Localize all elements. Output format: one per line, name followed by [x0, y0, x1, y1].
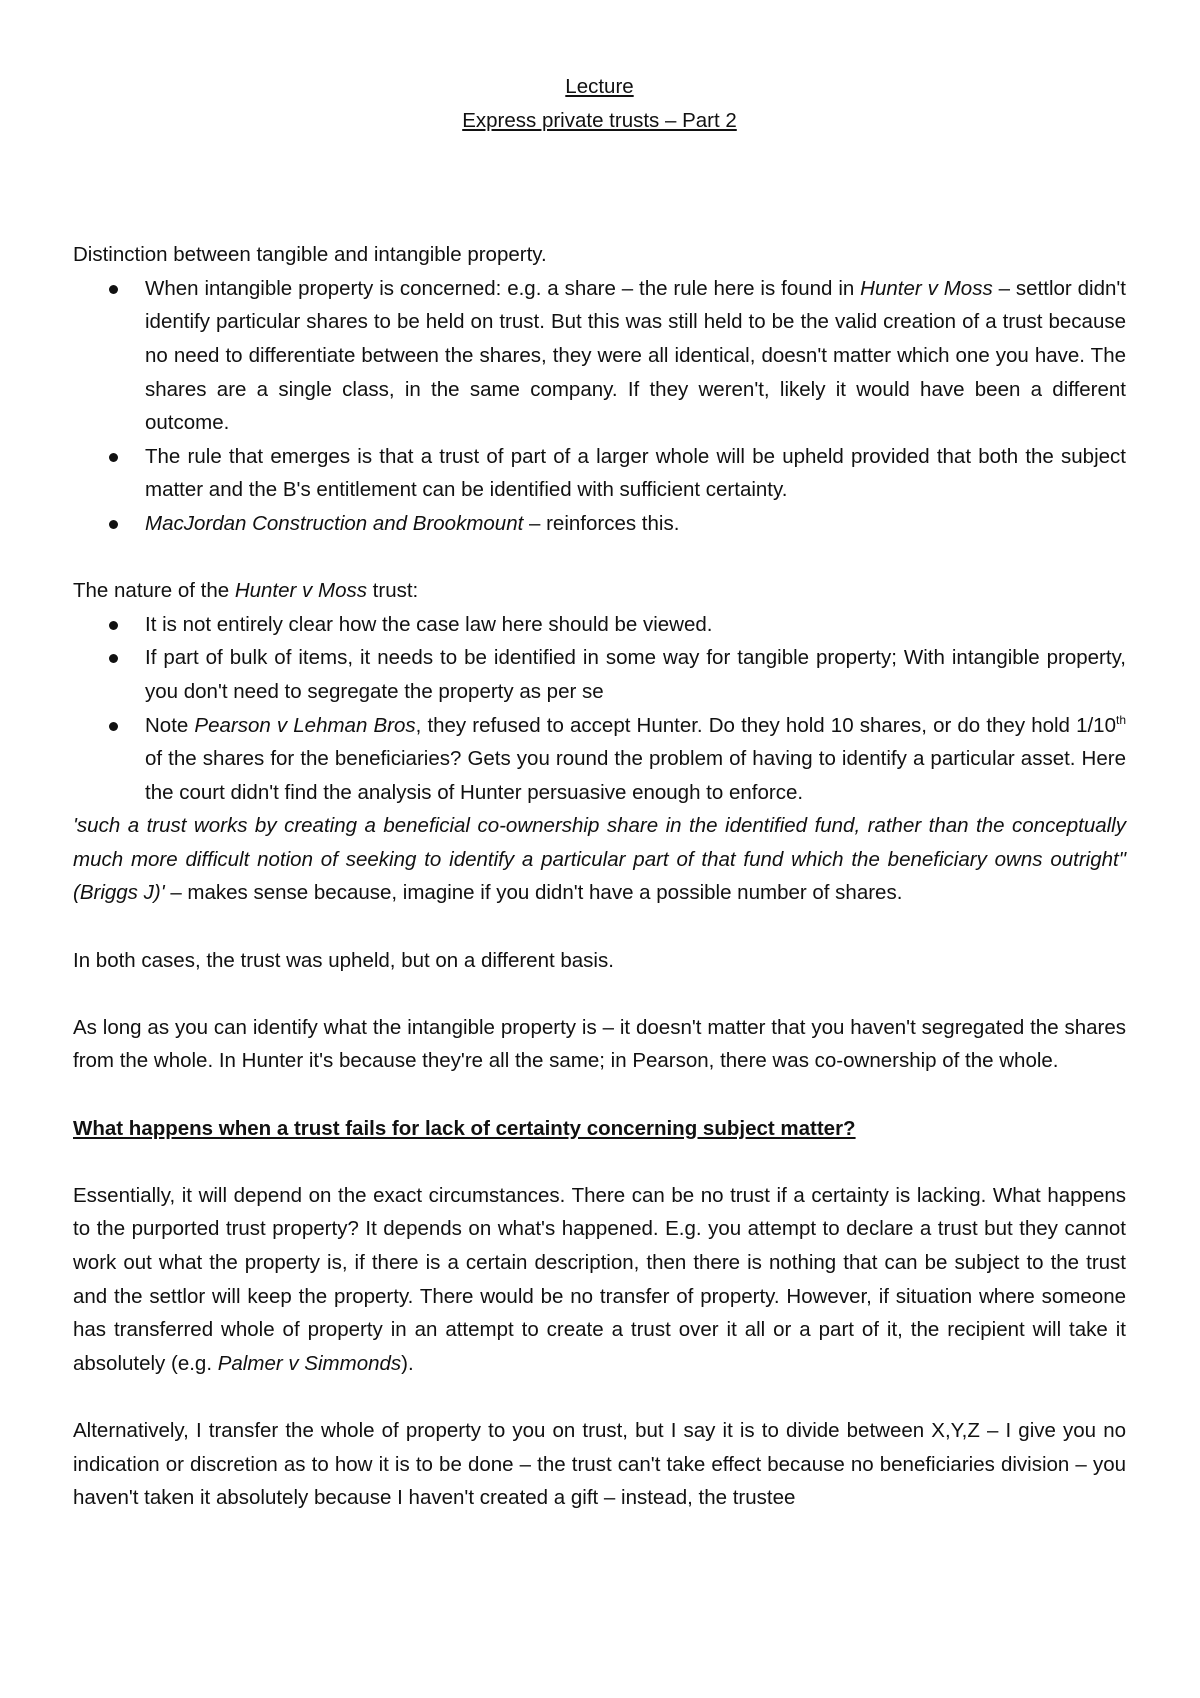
- text-run: Note: [145, 713, 195, 737]
- text-run: ).: [401, 1351, 414, 1375]
- bullet-icon: [109, 654, 118, 663]
- lecture-label: Lecture: [565, 75, 634, 98]
- list-item: [73, 709, 1126, 810]
- text-run: – makes sense because, imagine if you didn't have a possible number of shares.: [164, 881, 903, 905]
- text-run: – settlor didn't identify particular shares to be held on trust. But this was still held to be the valid creation of a trust because no need to differentiate between the shares, they were all identical, doesn't matter which one you have. The shares are a single class, in the same company. If they weren't, likely it would have been a different outcome.: [145, 276, 1126, 435]
- text-run: of the shares for the beneficiaries? Gets you round the problem of having to identify a particular asset. Here the court didn't find the analysis of Hunter persuasive enough to enforce.: [145, 747, 1126, 804]
- text-run: Essentially, it will depend on the exact circumstances. There can be no trust if a certainty is lacking. What happens to the purported trust property? It depends on what's happened. E.g. you attempt to declare a trust but they cannot work out what the property is, if there is a certain description, then there is nothing that can be subject to the trust and the settlor will keep the property. There would be no transfer of property. However, if situation where someone has transferred whole of property in an attempt to create a trust over it all or a part of it, the recipient will take it absolutely (e.g.: [73, 1183, 1126, 1375]
- list-item: [73, 507, 1126, 541]
- list-item: [73, 440, 1126, 507]
- text-run: It is not entirely clear how the case law here should be viewed.: [145, 612, 713, 636]
- bullet-icon: [109, 453, 118, 462]
- section-tangible-intangible: [73, 238, 1126, 540]
- list-item: [73, 641, 1126, 708]
- text-run: The nature of the: [73, 579, 235, 603]
- bullet-list: [73, 272, 1126, 541]
- section-heading: What happens when a trust fails for lack of certainty concerning subject matter?: [73, 1116, 856, 1140]
- section-nature-of-trust: [73, 574, 1126, 910]
- quote-text: 'such a trust works by creating a beneficial co-ownership share in the identified fund, rather than the conceptually much more difficult notion of seeking to identify a particular part of that fund which the beneficiary owns outright" (Briggs J)': [73, 814, 1126, 905]
- text-run: – reinforces this.: [523, 511, 680, 535]
- text-run: When intangible property is concerned: e.g. a share – the rule here is found in: [145, 276, 861, 300]
- section-intro: [73, 574, 1126, 608]
- text-run: If part of bulk of items, it needs to be identified in some way for tangible property; With intangible property, you don't need to segregate the property as per se: [145, 646, 1126, 703]
- paragraph-both-cases: In both cases, the trust was upheld, but on a different basis.: [73, 948, 614, 972]
- text-run: , they refused to accept Hunter. Do they hold 10 shares, or do they hold 1/10: [415, 713, 1116, 737]
- list-item: [73, 272, 1126, 440]
- bullet-icon: [109, 621, 118, 630]
- case-name: Hunter v Moss: [860, 276, 993, 300]
- list-item: [73, 608, 1126, 642]
- document-header: [73, 70, 1126, 137]
- bullet-icon: [109, 285, 118, 294]
- case-name: Hunter v Moss: [234, 579, 367, 603]
- case-name: Pearson v Lehman Bros: [194, 713, 416, 737]
- document-title: Express private trusts – Part 2: [462, 108, 737, 132]
- case-name: Palmer v Simmonds: [217, 1351, 402, 1375]
- bullet-icon: [109, 520, 118, 529]
- text-run: The rule that emerges is that a trust of part of a larger whole will be upheld provided that both the subject matter and the B's entitlement can be identified with sufficient certainty.: [145, 444, 1126, 502]
- quote-paragraph: [73, 809, 1126, 910]
- bullet-icon: [109, 722, 118, 731]
- paragraph-essentially: [73, 1179, 1126, 1381]
- superscript: th: [1115, 712, 1126, 727]
- case-name: MacJordan Construction and Brookmount: [145, 511, 524, 535]
- paragraph-alternatively: Alternatively, I transfer the whole of property to you on trust, but I say it is to divide between X,Y,Z – I give you no indication or discretion as to how it is to be done – the trust can't take effect because no beneficiaries division – you haven't taken it absolutely because I haven't created a gift – instead, the trustee: [73, 1418, 1126, 1510]
- section-intro: Distinction between tangible and intangible property.: [73, 243, 547, 267]
- bullet-list: [73, 608, 1126, 810]
- text-run: trust:: [366, 579, 419, 603]
- paragraph-as-long-as: As long as you can identify what the intangible property is – it doesn't matter that you haven't segregated the shares from the whole. In Hunter it's because they're all the same; in Pearson, there was co-ownership of the whole.: [73, 1015, 1126, 1073]
